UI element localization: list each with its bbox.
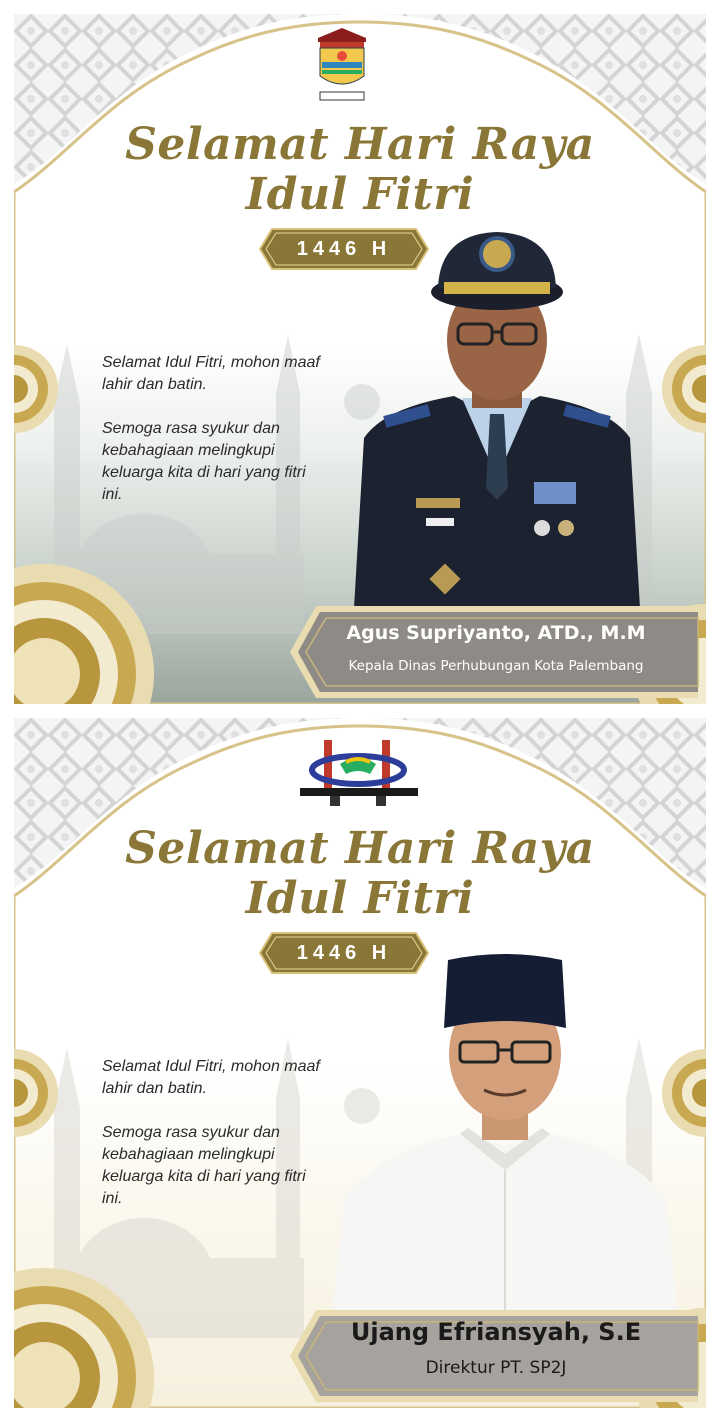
person-role: Kepala Dinas Perhubungan Kota Palembang — [348, 658, 644, 674]
message-paragraph-2: Semoga rasa syukur dan kebahagiaan melingkupi keluarga kita di hari yang fitri ini. — [102, 420, 306, 503]
person-role: Direktur PT. SP2J — [425, 1358, 567, 1378]
greeting-card-1 — [14, 14, 706, 704]
message-paragraph-1: Selamat Idul Fitri, mohon maaf lahir dan batin. — [102, 1058, 320, 1097]
official-in-uniform-icon — [344, 228, 650, 608]
pt-sp2j-logo-icon — [294, 738, 424, 808]
mandala-left — [14, 345, 58, 433]
message-paragraph-2: Semoga rasa syukur dan kebahagiaan melingkupi keluarga kita di hari yang fitri ini. — [102, 1124, 306, 1207]
greeting-card-2 — [14, 718, 706, 1408]
greeting-message — [102, 352, 322, 528]
greeting-title: Selamat Hari Raya Idul Fitri — [125, 119, 595, 220]
nameplate — [286, 1306, 706, 1406]
mandala-right — [662, 345, 706, 433]
message-paragraph-1: Selamat Idul Fitri, mohon maaf lahir dan batin. — [102, 354, 320, 393]
palembang-city-emblem-icon — [312, 26, 372, 106]
man-in-white-shirt-icon — [320, 950, 690, 1330]
year-text: 1446 H — [296, 238, 392, 260]
nameplate — [286, 602, 706, 702]
person-name: Agus Supriyanto, ATD., M.M — [346, 622, 646, 644]
mandala-left — [14, 1049, 58, 1137]
greeting-title: Selamat Hari Raya Idul Fitri — [125, 823, 595, 924]
greeting-message — [102, 1056, 322, 1232]
year-text: 1446 H — [296, 942, 392, 964]
person-name: Ujang Efriansyah, S.E — [350, 1318, 642, 1346]
